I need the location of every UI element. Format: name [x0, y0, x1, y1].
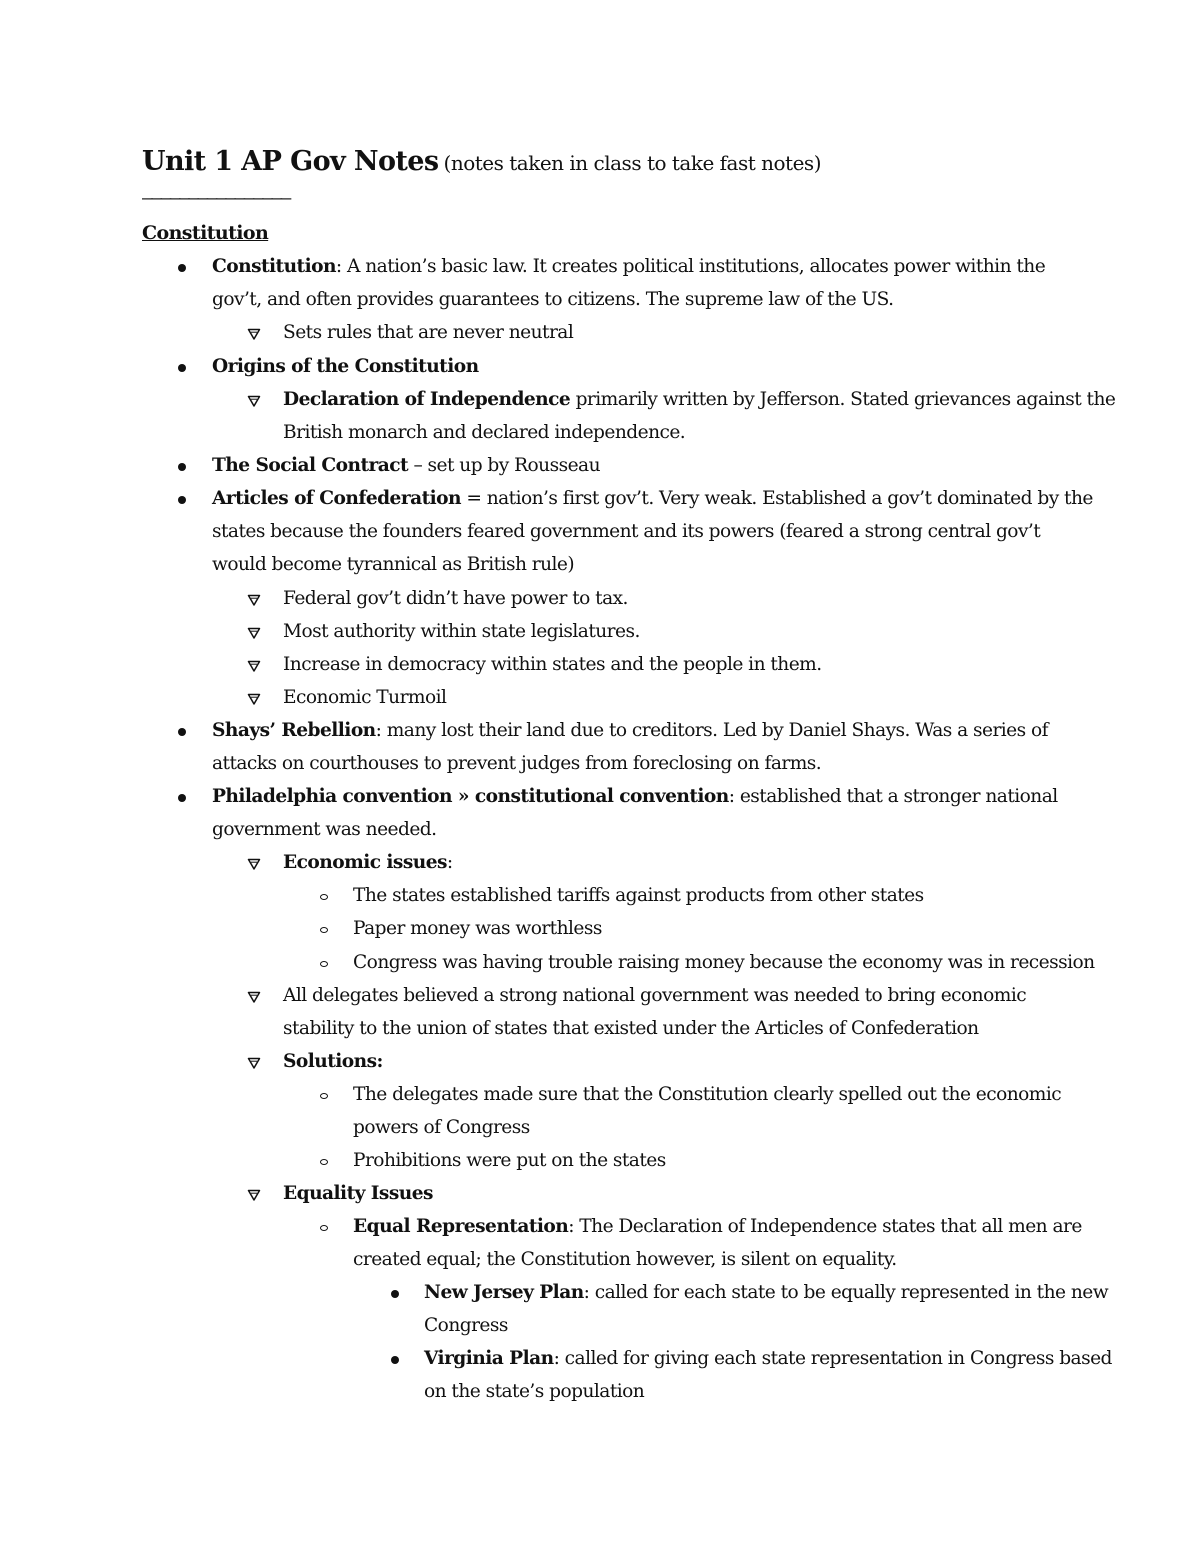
list-item-text: : called for each state to be equally represented in the new [583, 1282, 1109, 1303]
bullet-circle-icon [320, 927, 328, 933]
list-item [212, 354, 479, 380]
bullet-circle-icon [320, 1093, 328, 1099]
list-item-text: The states established tariffs against products from other states [353, 885, 924, 906]
list-item [283, 1181, 433, 1207]
section-heading: Constitution [142, 222, 269, 244]
list-item-text: on the state’s population [424, 1381, 645, 1402]
list-item-text: Congress [424, 1315, 508, 1336]
title-text: Unit 1 AP Gov Notes [142, 146, 439, 177]
bullet-dot-icon [178, 794, 186, 802]
bullet-dot-icon [178, 463, 186, 471]
bullet-triangle-icon [247, 858, 261, 870]
bullet-dot-icon [178, 364, 186, 372]
list-item [283, 983, 1026, 1009]
list-item-text: : established that a stronger national [728, 786, 1058, 807]
bullet-circle-icon [320, 961, 328, 967]
list-item [353, 1082, 1061, 1108]
list-item [283, 586, 628, 612]
list-item-text: Congress was having trouble raising money because the economy was in recession [353, 952, 1095, 973]
list-item-text: primarily written by Jefferson. Stated grievances against the [570, 389, 1116, 410]
list-item-term: Solutions: [283, 1051, 383, 1072]
list-item [353, 883, 924, 909]
list-item-continuation [353, 1247, 897, 1273]
list-item [283, 320, 573, 346]
list-item-continuation [283, 420, 685, 446]
list-item-text: Sets rules that are never neutral [283, 322, 574, 343]
list-item-text: The delegates made sure that the Constitution clearly spelled out the economic [353, 1084, 1062, 1105]
list-item [212, 486, 1093, 512]
bullet-triangle-icon [247, 1057, 261, 1069]
list-item-term: Constitution [212, 256, 336, 277]
bullet-triangle-icon [247, 627, 261, 639]
bullet-triangle-icon [247, 395, 261, 407]
bullet-triangle-icon [247, 1189, 261, 1201]
list-item-text: Federal gov’t didn’t have power to tax. [283, 588, 628, 609]
list-item-continuation [212, 287, 893, 313]
list-item [353, 916, 602, 942]
list-item-text: attacks on courthouses to prevent judges from foreclosing on farms. [212, 753, 822, 774]
bullet-dot-icon [178, 728, 186, 736]
list-item-text: created equal; the Constitution however, is silent on equality. [353, 1249, 897, 1270]
bullet-triangle-icon [247, 991, 261, 1003]
list-item-term: Equality Issues [283, 1183, 433, 1204]
list-item-text: stability to the union of states that existed under the Articles of Confederation [283, 1018, 979, 1039]
divider-rule: ———————————————— [142, 188, 290, 209]
list-item-text: : [446, 852, 453, 873]
list-item [212, 453, 600, 479]
list-item-text: : A nation’s basic law. It creates political institutions, allocates power within the [335, 256, 1046, 277]
list-item-text: All delegates believed a strong national government was needed to bring economic [283, 985, 1027, 1006]
list-item [283, 387, 1115, 413]
list-item [283, 685, 446, 711]
page-title [142, 146, 821, 177]
list-item-continuation [212, 519, 1040, 545]
list-item-text: gov’t, and often provides guarantees to citizens. The supreme law of the US. [212, 289, 894, 310]
bullet-circle-icon [320, 1225, 328, 1231]
list-item-text: British monarch and declared independence. [283, 422, 686, 443]
list-item [212, 718, 1048, 744]
list-item-text: government was needed. [212, 819, 437, 840]
list-item-text: : many lost their land due to creditors. Led by Daniel Shays. Was a series of [375, 720, 1048, 741]
list-item-text: – set up by Rousseau [408, 455, 600, 476]
list-item-term: Declaration of Independence [283, 389, 571, 410]
list-item-term: Articles of Confederation [212, 488, 461, 509]
bullet-dot-icon [391, 1290, 399, 1298]
list-item-text: would become tyrannical as British rule) [212, 554, 575, 575]
list-item-term: Equal Representation [353, 1216, 569, 1237]
list-item-term: New Jersey Plan [424, 1282, 584, 1303]
list-item-text: = nation’s first gov’t. Very weak. Established a gov’t dominated by the [460, 488, 1093, 509]
bullet-dot-icon [391, 1356, 399, 1364]
list-item-continuation [212, 552, 574, 578]
list-item-continuation [212, 751, 821, 777]
list-item-text: powers of Congress [353, 1117, 530, 1138]
list-item [283, 1049, 383, 1075]
list-item [283, 652, 822, 678]
list-item [424, 1280, 1108, 1306]
list-item-term: Origins of the Constitution [212, 356, 479, 377]
list-item-text: Economic Turmoil [283, 687, 447, 708]
list-item-continuation [353, 1115, 530, 1141]
list-item [353, 950, 1095, 976]
list-item-text: Increase in democracy within states and the people in them. [283, 654, 822, 675]
list-item-text: Prohibitions were put on the states [353, 1150, 666, 1171]
list-item-term: Shays’ Rebellion [212, 720, 376, 741]
list-item-text: : called for giving each state representation in Congress based [553, 1348, 1112, 1369]
list-item [424, 1346, 1112, 1372]
list-item-text: Paper money was worthless [353, 918, 602, 939]
list-item [283, 850, 453, 876]
list-item-term: The Social Contract [212, 455, 409, 476]
list-item-text: Most authority within state legislatures. [283, 621, 640, 642]
list-item-term: Virginia Plan [424, 1348, 554, 1369]
list-item-term: Economic issues [283, 852, 447, 873]
list-item-continuation [283, 1016, 979, 1042]
list-item [353, 1148, 666, 1174]
list-item-text: : The Declaration of Independence states that all men are [568, 1216, 1082, 1237]
list-item [283, 619, 640, 645]
bullet-circle-icon [320, 894, 328, 900]
bullet-triangle-icon [247, 328, 261, 340]
list-item-continuation [212, 817, 437, 843]
list-item [212, 784, 1058, 810]
bullet-dot-icon [178, 496, 186, 504]
list-item-continuation [424, 1379, 644, 1405]
list-item-term: Philadelphia convention » constitutional convention [212, 786, 729, 807]
list-item-text: states because the founders feared government and its powers (feared a strong central gov’t [212, 521, 1041, 542]
list-item [212, 254, 1045, 280]
list-item [353, 1214, 1082, 1240]
bullet-circle-icon [320, 1159, 328, 1165]
bullet-triangle-icon [247, 660, 261, 672]
bullet-dot-icon [178, 264, 186, 272]
bullet-triangle-icon [247, 693, 261, 705]
list-item-continuation [424, 1313, 508, 1339]
title-note: (notes taken in class to take fast notes) [443, 151, 821, 175]
bullet-triangle-icon [247, 594, 261, 606]
